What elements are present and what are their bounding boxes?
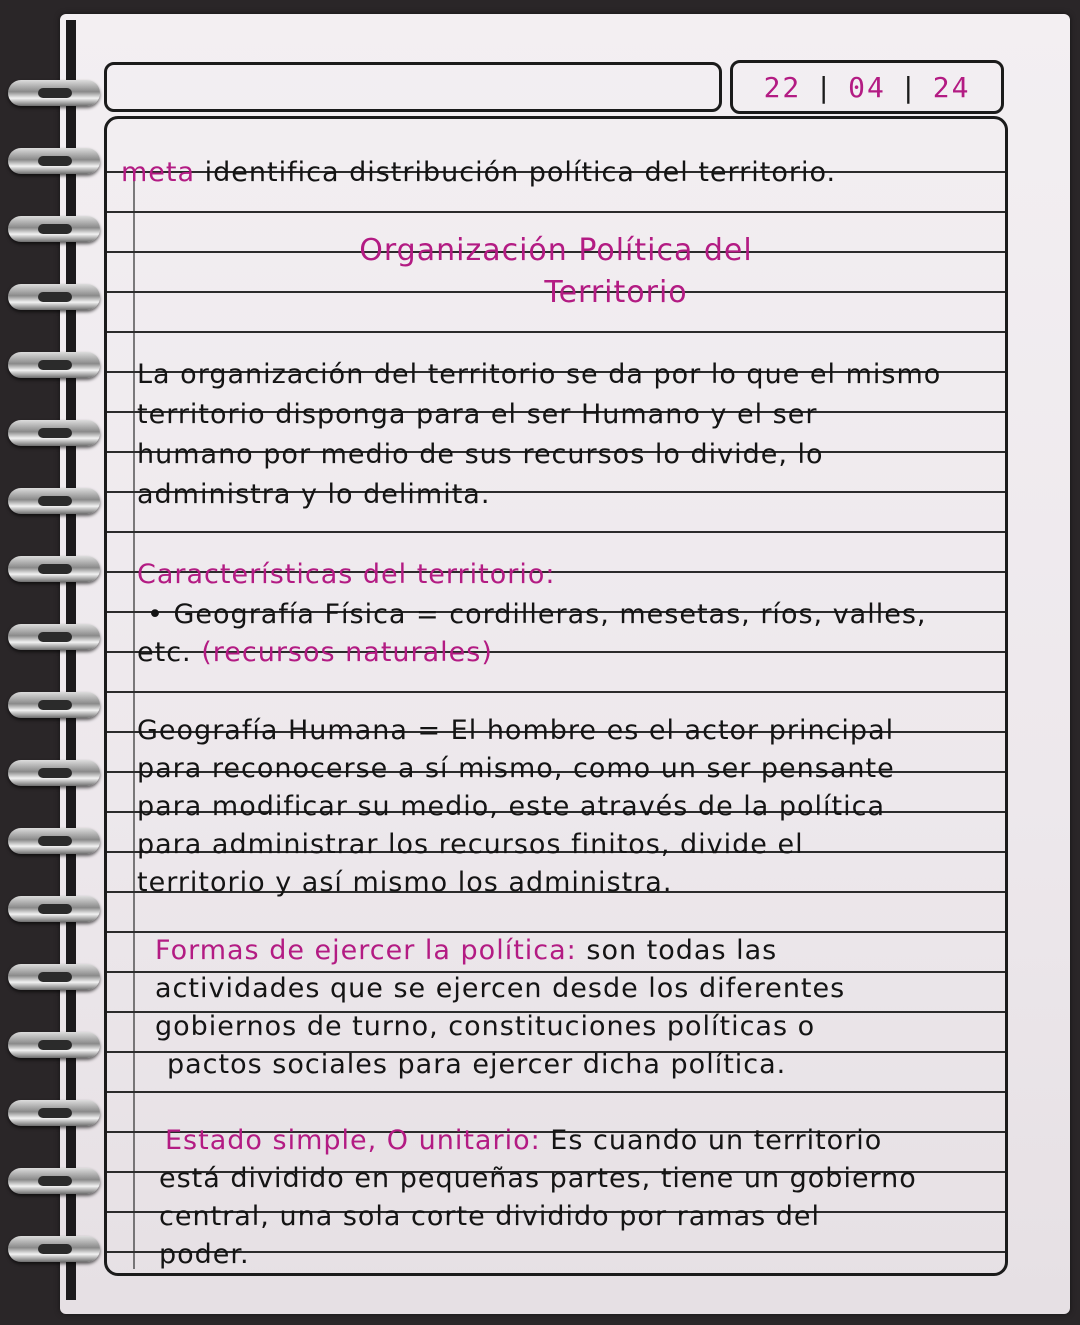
estado-line: poder. xyxy=(159,1239,250,1270)
spiral-ring xyxy=(8,216,100,242)
meta-label: meta xyxy=(121,157,196,188)
estado-first-line xyxy=(165,1121,882,1161)
estado-line: está dividido en pequeñas partes, tiene un gobierno xyxy=(159,1163,917,1194)
spiral-ring xyxy=(8,1032,100,1058)
spiral-ring xyxy=(8,556,100,582)
spiral-ring xyxy=(8,624,100,650)
formas-line: pactos sociales para ejercer dicha política. xyxy=(167,1049,787,1080)
spiral-ring xyxy=(8,488,100,514)
spiral-ring xyxy=(8,692,100,718)
paragraph-1-line: humano por medio de sus recursos lo divide, lo xyxy=(137,439,824,470)
date-separator: | xyxy=(815,70,835,104)
paragraph-1-line: La organización del territorio se da por lo que el mismo xyxy=(137,359,942,390)
caracteristicas-line xyxy=(137,633,493,673)
spiral-ring xyxy=(8,828,100,854)
paragraph-1-line: administra y lo delimita. xyxy=(137,479,491,510)
meta-line xyxy=(121,153,836,193)
spiral-ring xyxy=(8,148,100,174)
formas-line: gobiernos de turno, constituciones políticas o xyxy=(155,1011,816,1042)
recursos-naturales-note: (recursos naturales) xyxy=(201,637,493,668)
margin-line xyxy=(133,179,135,1269)
spiral-ring xyxy=(8,760,100,786)
spiral-ring xyxy=(8,352,100,378)
formas-line: actividades que se ejercen desde los diferentes xyxy=(155,973,846,1004)
estado-heading: Estado simple, O unitario: xyxy=(165,1125,541,1156)
header-title-box xyxy=(104,62,722,112)
spiral-ring xyxy=(8,1236,100,1262)
date-year: 24 xyxy=(932,70,971,104)
paragraph-2-line: territorio y así mismo los administra. xyxy=(137,867,673,898)
date-separator: | xyxy=(899,70,919,104)
lined-content-area xyxy=(104,116,1008,1276)
caracteristicas-line: • Geografía Física = cordilleras, mesetas, ríos, valles, xyxy=(147,599,927,630)
caracteristicas-heading: Características del territorio: xyxy=(137,559,556,590)
paragraph-2-line: Geografía Humana = El hombre es el actor principal xyxy=(137,715,895,746)
caracteristicas-etc: etc. xyxy=(137,637,192,668)
spiral-ring xyxy=(8,896,100,922)
formas-first-line xyxy=(155,931,777,971)
date-box xyxy=(730,60,1004,114)
paragraph-1-line: territorio disponga para el ser Humano y el ser xyxy=(137,399,818,430)
date-day: 22 xyxy=(763,70,802,104)
date-month: 04 xyxy=(848,70,886,104)
spiral-ring xyxy=(8,1100,100,1126)
title-line-1: Organización Política del xyxy=(359,233,753,268)
paragraph-2-line: para reconocerse a sí mismo, como un ser pensante xyxy=(137,753,895,784)
paragraph-2-line: para modificar su medio, este através de la política xyxy=(137,791,886,822)
title-line-2: Territorio xyxy=(544,275,688,310)
formas-first-rest: son todas las xyxy=(586,935,778,966)
paragraph-2-line: para administrar los recursos finitos, divide el xyxy=(137,829,804,860)
meta-text: identifica distribución política del territorio. xyxy=(204,157,837,188)
spiral-ring xyxy=(8,80,100,106)
spiral-ring xyxy=(8,284,100,310)
spiral-ring xyxy=(8,964,100,990)
formas-heading: Formas de ejercer la política: xyxy=(155,935,577,966)
estado-line: central, una sola corte dividido por ramas del xyxy=(159,1201,821,1232)
estado-first-rest: Es cuando un territorio xyxy=(550,1125,883,1156)
spiral-ring xyxy=(8,1168,100,1194)
spiral-ring xyxy=(8,420,100,446)
